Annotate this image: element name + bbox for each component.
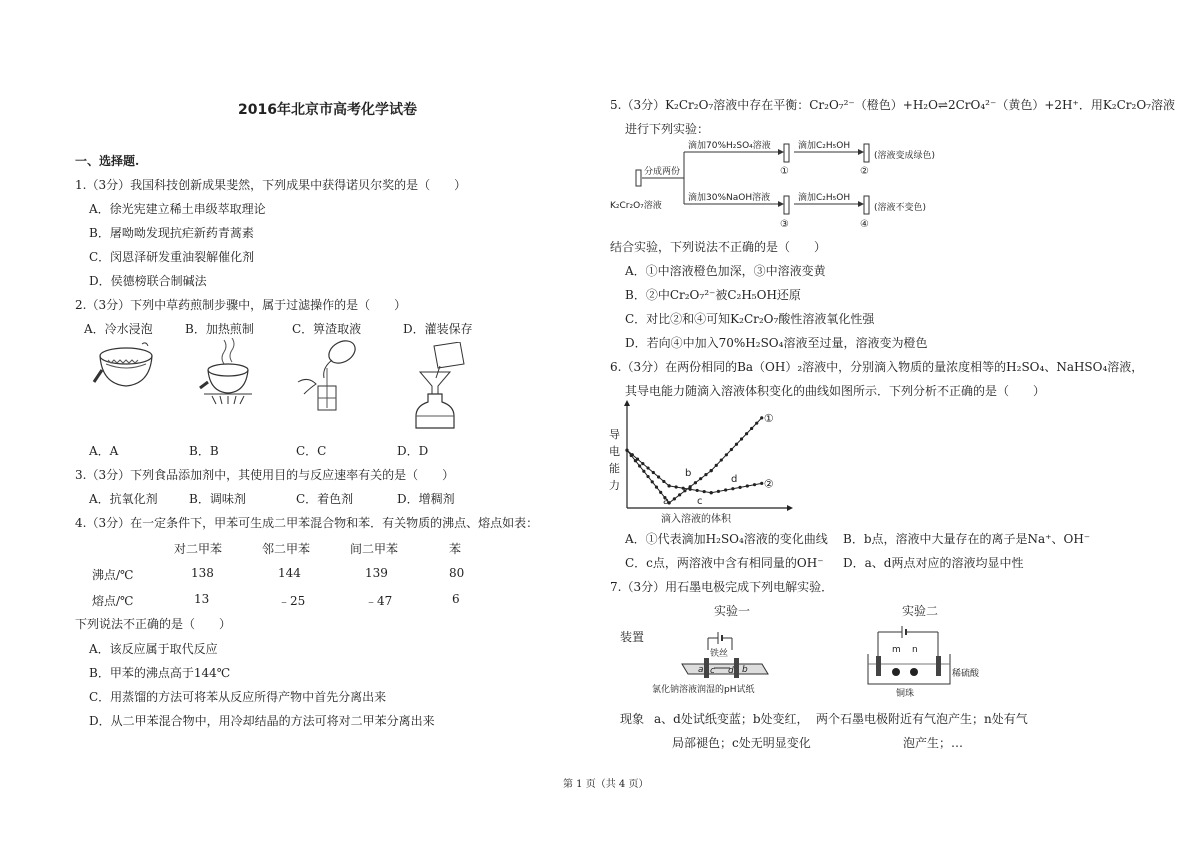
q4-cell: 139 <box>365 566 388 580</box>
iron-wire-label: 铁丝 <box>710 649 729 659</box>
series-2-marker <box>710 491 713 494</box>
q5-tube-3: ③ <box>780 219 789 230</box>
heating-pot-figure <box>198 338 258 408</box>
series-2-marker <box>717 490 720 493</box>
point-a-label: a <box>698 665 704 675</box>
q4-option-a: A．该反应属于取代反应 <box>89 642 218 656</box>
q3-option-d: D．增稠剂 <box>397 492 455 506</box>
series-1-marker <box>740 437 743 440</box>
series-1-marker <box>755 422 758 425</box>
series-2-marker <box>641 462 644 465</box>
series-1-marker <box>725 453 728 456</box>
series-1-label: ① <box>763 411 774 425</box>
copper-bead-label: 铜珠 <box>896 689 915 699</box>
series-1-marker <box>659 491 662 494</box>
series-2-marker <box>738 486 741 489</box>
q4-header-p-xylene: 对二甲苯 <box>174 542 223 556</box>
q2-option-b: B．B <box>189 444 219 458</box>
ph-paper-label: 氯化钠溶液润湿的pH试纸 <box>652 685 755 695</box>
q4-option-b: B．甲苯的沸点高于144℃ <box>89 666 231 680</box>
series-2-marker <box>731 487 734 490</box>
series-1-marker <box>694 481 697 484</box>
series-1-marker <box>651 480 654 483</box>
q7-phenomenon-2-line1: 两个石墨电极附近有气泡产生；n处有气 <box>816 712 1028 726</box>
q5-etoh-top: 滴加C₂H₅OH <box>798 141 851 151</box>
q4-header-benzene: 苯 <box>449 542 462 556</box>
series-2-marker <box>696 489 699 492</box>
point-m-label: m <box>892 645 901 655</box>
point-label-a: a <box>663 496 670 507</box>
x-axis-label: 滴入溶液的体积 <box>661 514 731 525</box>
q3-option-b: B．调味剂 <box>189 492 246 506</box>
series-1-marker <box>730 448 733 451</box>
q4-header-m-xylene: 间二甲苯 <box>350 542 399 556</box>
series-1-marker <box>710 469 713 472</box>
series-1-marker <box>646 475 649 478</box>
q6-option-a: A．①代表滴加H₂SO₄溶液的变化曲线 <box>625 532 828 546</box>
page-footer: 第 1 页（共 4 页） <box>563 779 649 790</box>
y-axis-label-1: 导 <box>609 428 620 441</box>
q5-top-result: (溶液变成绿色) <box>874 151 936 161</box>
series-2-marker <box>657 475 660 478</box>
series-1-marker <box>745 432 748 435</box>
series-2-label: ② <box>763 477 774 491</box>
series-2-marker <box>631 453 634 456</box>
q4-ask: 下列说法不正确的是（ ） <box>75 617 232 631</box>
section-heading: 一、选择题. <box>75 154 140 168</box>
series-1-marker <box>699 477 702 480</box>
series-2-marker <box>682 487 685 490</box>
q2-label-d: D．灌装保存 <box>403 322 473 336</box>
q4-cell: ﹣47 <box>365 594 393 608</box>
q1-option-c: C．闵恩泽研发重油裂解催化剂 <box>89 250 255 264</box>
q5-tube-2: ② <box>860 166 869 177</box>
q7-phenomenon-2-line2: 泡产生；… <box>903 736 964 750</box>
experiment-1-apparatus <box>648 620 788 698</box>
bottling-figure <box>410 342 466 430</box>
q1-option-d: D．侯德榜联合制碱法 <box>89 274 207 288</box>
q4-header-o-xylene: 邻二甲苯 <box>262 542 311 556</box>
series-2-marker <box>753 483 756 486</box>
series-2-marker <box>689 488 692 491</box>
q5-bottom-result: (溶液不变色) <box>874 203 927 213</box>
q5-flow-diagram <box>608 140 968 232</box>
q1-stem: 1.（3分）我国科技创新成果斐然，下列成果中获得诺贝尔奖的是（ ） <box>75 178 467 192</box>
q1-option-a: A．徐光宪建立稀土串级萃取理论 <box>89 202 266 216</box>
sulfuric-acid-label: 稀硫酸 <box>952 669 980 679</box>
q3-option-c: C．着色剂 <box>296 492 354 506</box>
q4-option-d: D．从二甲苯混合物中，用冷却结晶的方法可将对二甲苯分离出来 <box>89 714 435 728</box>
point-c-label: c <box>710 666 715 676</box>
q4-row-label-bp: 沸点/℃ <box>92 568 134 582</box>
q2-option-d: D．D <box>397 444 429 458</box>
series-1-marker <box>638 464 641 467</box>
q5-option-a: A．①中溶液橙色加深，③中溶液变黄 <box>625 264 826 278</box>
q4-cell: 144 <box>278 566 301 580</box>
q2-label-b: B．加热煎制 <box>185 322 254 336</box>
point-label-d: d <box>731 474 738 485</box>
series-1-marker <box>683 489 686 492</box>
series-1-marker <box>642 470 645 473</box>
straining-figure <box>292 338 362 414</box>
series-2-marker <box>668 484 671 487</box>
series-line-2 <box>627 450 762 493</box>
q7-exp2-title: 实验二 <box>902 604 939 618</box>
soaking-pot-figure <box>92 340 160 400</box>
q5-option-d: D．若向④中加入70%H₂SO₄溶液至过量，溶液变为橙色 <box>625 336 928 350</box>
q7-phenomenon-label: 现象 <box>620 712 645 726</box>
q5-tube-4: ④ <box>860 219 869 230</box>
q2-label-a: A．冷水浸泡 <box>84 322 153 336</box>
series-1-marker <box>735 443 738 446</box>
series-2-marker <box>652 471 655 474</box>
q2-option-a: A．A <box>89 444 119 458</box>
page-title: 2016年北京市高考化学试卷 <box>238 102 417 118</box>
q5-ask: 结合实验，下列说法不正确的是（ ） <box>610 240 827 254</box>
q3-stem: 3.（3分）下列食品添加剂中，其使用目的与反应速率有关的是（ ） <box>75 468 455 482</box>
q1-option-b: B．屠呦呦发现抗疟新药青蒿素 <box>89 226 254 240</box>
series-1-marker <box>655 485 658 488</box>
q6-option-c: C．c点，两溶液中含有相同量的OH⁻ <box>625 556 824 570</box>
q7-device-label: 装置 <box>620 630 645 644</box>
conductivity-chart <box>605 400 795 528</box>
q6-option-b: B．b点，溶液中大量存在的离子是Na⁺、OH⁻ <box>843 532 1091 546</box>
series-1-marker <box>678 493 681 496</box>
y-axis-label-3: 能 <box>609 462 620 475</box>
series-1-marker <box>704 473 707 476</box>
experiment-2-apparatus <box>862 620 992 700</box>
q7-stem: 7.（3分）用石墨电极完成下列电解实验． <box>610 580 834 594</box>
q2-option-c: C．C <box>296 444 327 458</box>
q5-tube-1: ① <box>780 166 789 177</box>
point-label-c: c <box>697 496 703 507</box>
series-2-marker <box>724 488 727 491</box>
q5-bottom-add: 滴加30%NaOH溶液 <box>688 193 771 203</box>
q7-exp1-title: 实验一 <box>714 604 751 618</box>
point-label-b: b <box>685 468 692 479</box>
q4-cell: ﹣25 <box>278 594 306 608</box>
q4-option-c: C．用蒸馏的方法可将苯从反应所得产物中首先分离出来 <box>89 690 387 704</box>
point-d-label: d <box>728 666 734 676</box>
q4-cell: 138 <box>191 566 214 580</box>
point-b-label: b <box>742 665 748 675</box>
series-2-marker <box>703 490 706 493</box>
q7-phenomenon-1-line2: 局部褪色；c处无明显变化 <box>672 736 811 750</box>
series-2-marker <box>625 449 628 452</box>
q4-cell: 80 <box>449 566 465 580</box>
q5-top-add: 滴加70%H₂SO₄溶液 <box>688 141 771 151</box>
q2-stem: 2.（3分）下列中草药煎制步骤中，属于过滤操作的是（ ） <box>75 298 407 312</box>
q5-option-c: C．对比②和④可知K₂Cr₂O₇酸性溶液氧化性强 <box>625 312 875 326</box>
q6-option-d: D．a、d两点对应的溶液均显中性 <box>843 556 1024 570</box>
q6-stem-line2: 其导电能力随滴入溶液体积变化的曲线如图所示．下列分析不正确的是（ ） <box>625 384 1046 398</box>
q5-stem-line1: 5.（3分）K₂Cr₂O₇溶液中存在平衡：Cr₂O₇²⁻（橙色）+H₂O⇌2CrO₄²⁻（黄色）+2H⁺．用K₂Cr₂O₇溶液 <box>610 98 1175 112</box>
q4-stem: 4.（3分）在一定条件下，甲苯可生成二甲苯混合物和苯．有关物质的沸点、熔点如表： <box>75 516 539 530</box>
q2-label-c: C．箅渣取液 <box>292 322 362 336</box>
q3-option-a: A．抗氧化剂 <box>89 492 158 506</box>
series-1-marker <box>720 458 723 461</box>
q5-stem-line2: 进行下列实验： <box>625 122 710 136</box>
q4-row-label-mp: 熔点/℃ <box>92 594 134 608</box>
series-1-marker <box>673 497 676 500</box>
q5-etoh-bottom: 滴加C₂H₅OH <box>798 193 851 203</box>
series-1-marker <box>715 464 718 467</box>
q4-cell: 13 <box>194 592 210 606</box>
series-2-marker <box>662 480 665 483</box>
q4-cell: 6 <box>452 592 460 606</box>
series-2-marker <box>746 484 749 487</box>
q5-split-label: 分成两份 <box>644 167 681 177</box>
y-axis-label-4: 力 <box>609 479 620 492</box>
q5-option-b: B．②中Cr₂O₇²⁻被C₂H₅OH还原 <box>625 288 801 302</box>
q6-stem-line1: 6.（3分）在两份相同的Ba（OH）₂溶液中，分别滴入物质的量浓度相等的H₂SO₄、NaHSO₄溶液， <box>610 360 1144 374</box>
series-1-marker <box>750 427 753 430</box>
series-2-marker <box>646 466 649 469</box>
series-2-marker <box>675 485 678 488</box>
y-axis-label-2: 电 <box>609 445 620 458</box>
point-n-label: n <box>912 645 918 655</box>
q7-phenomenon-1-line1: a、d处试纸变蓝；b处变红， <box>654 712 809 726</box>
q5-start-label: K₂Cr₂O₇溶液 <box>610 201 662 211</box>
series-2-marker <box>636 458 639 461</box>
